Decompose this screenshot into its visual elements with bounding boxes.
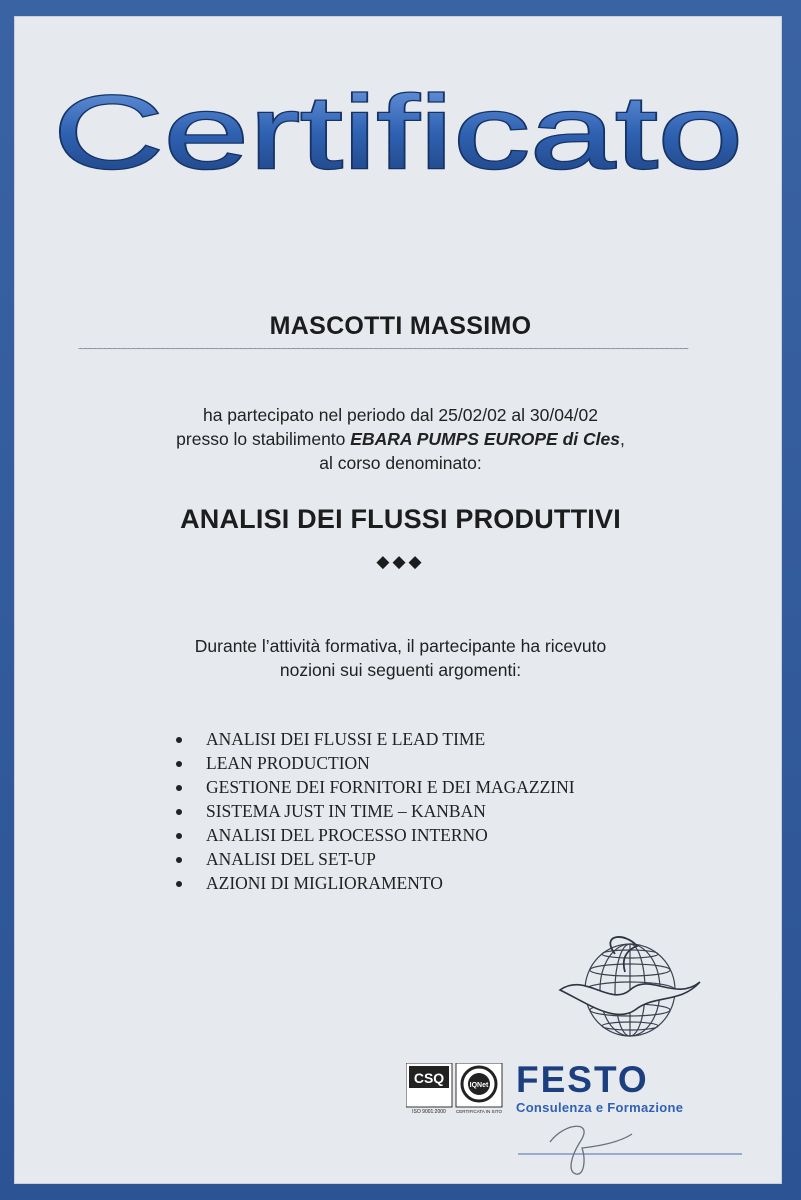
course-title: ANALISI DEI FLUSSI PRODUTTIVI bbox=[180, 504, 621, 534]
company-name: EBARA PUMPS EUROPE di Cles bbox=[350, 429, 620, 449]
location-prefix: presso lo stabilimento bbox=[176, 429, 351, 449]
recipient-name: MASCOTTI MASSIMO bbox=[269, 312, 532, 340]
csq-logo: CSQ bbox=[413, 1070, 445, 1086]
iqnet-logo: IQNet bbox=[469, 1082, 489, 1089]
certificate-title-text: Certificato bbox=[53, 78, 743, 188]
topic-item: ANALISI DEI FLUSSI E LEAD TIME bbox=[176, 727, 575, 751]
iso-label: ISO 9001:2000 bbox=[412, 1109, 446, 1115]
topic-item: LEAN PRODUCTION bbox=[176, 751, 575, 775]
signature bbox=[510, 1112, 750, 1182]
cert-label: CERTIFICATA IN SITO bbox=[456, 1109, 502, 1114]
globe-logo-icon bbox=[555, 932, 705, 1047]
topic-item: ANALISI DEL SET-UP bbox=[176, 847, 575, 871]
topic-item: AZIONI DI MIGLIORAMENTO bbox=[176, 871, 575, 895]
topics-intro-line2: nozioni sui seguenti argomenti: bbox=[279, 660, 522, 680]
location-suffix: , bbox=[619, 429, 625, 449]
festo-subtitle: Consulenza e Formazione bbox=[516, 1100, 684, 1115]
certificate-title bbox=[38, 78, 758, 188]
course-intro-line: al corso denominato: bbox=[319, 453, 482, 473]
period-line: ha partecipato nel periodo dal 25/02/02 al 30/04/02 bbox=[202, 405, 599, 425]
topic-item: GESTIONE DEI FORNITORI E DEI MAGAZZINI bbox=[176, 775, 575, 799]
topic-item: SISTEMA JUST IN TIME – KANBAN bbox=[176, 799, 575, 823]
location-line bbox=[0, 427, 801, 451]
festo-brand: FESTO bbox=[516, 1059, 649, 1100]
name-divider: ~~~~~~~~~~~~~~~~~~~~~~~~~~~~~~~~~~~~~~~~~~~~~~~~~~~~~~~~~~~~~~~~~~~~~~~~~~~~~~~~~~~~~~~~~~~~~~~~~~~~~~~~~~~~~~~~~~~~~~~~~~~~~~ bbox=[78, 346, 688, 354]
certification-logos bbox=[406, 1063, 506, 1115]
topics-intro-line1: Durante l’attività formativa, il partecipante ha ricevuto bbox=[194, 636, 607, 656]
diamond-ornament: ◆◆◆ bbox=[376, 552, 425, 571]
topics-list bbox=[176, 727, 575, 895]
topics-intro bbox=[0, 634, 801, 682]
participation-statement bbox=[0, 403, 801, 475]
topic-item: ANALISI DEL PROCESSO INTERNO bbox=[176, 823, 575, 847]
